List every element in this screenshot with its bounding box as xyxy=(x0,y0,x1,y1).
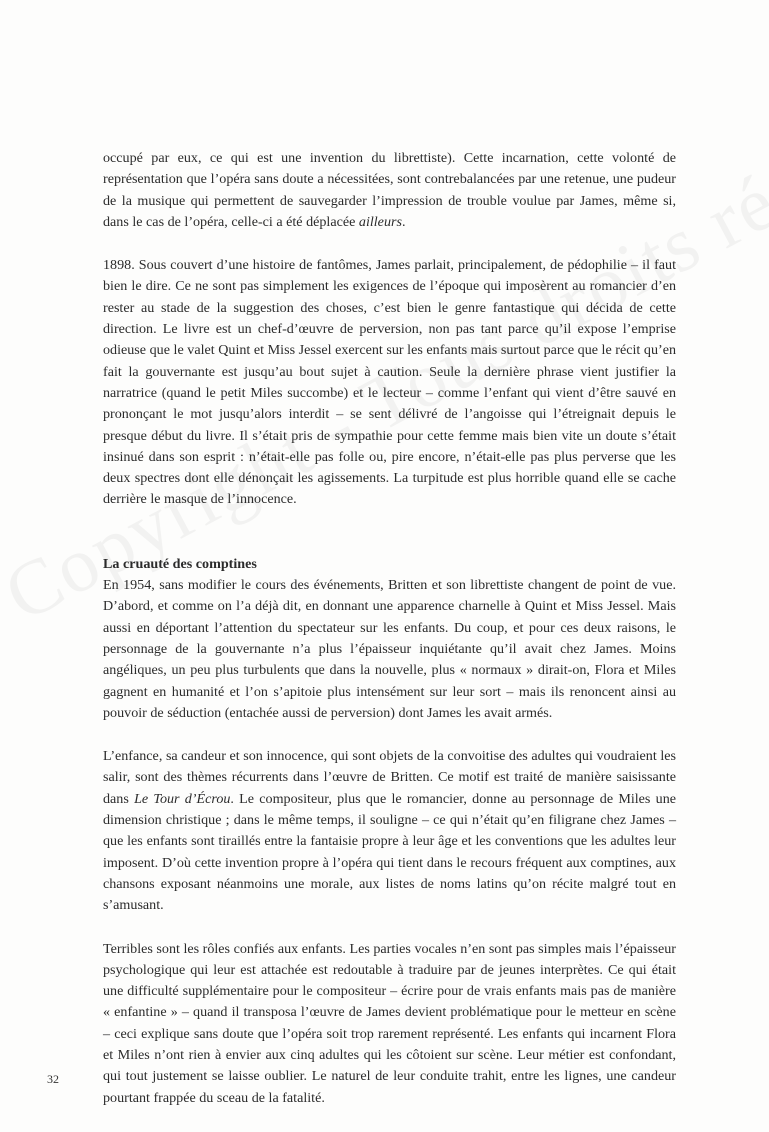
emphasis-title: Le Tour d’Écrou xyxy=(134,790,231,807)
paragraph-2: 1898. Sous couvert d’une histoire de fantômes, James parlait, principalement, de pédophilie – il faut bien le dire. Ce ne sont pas simplement les exigences de l’époque qui imposèrent au romancier d’en rester au stade de la suggestion des choses, c’est bien le genre fantastique qui décida de cette direction. Le livre est un chef-d’œuvre de perversion, non pas tant parce qu’il expose l’emprise odieuse que le valet Quint et Miss Jessel exercent sur les enfants mais surtout parce que le récit qu’en fait la gouvernante est jusqu’au bout sujet à caution. Seule la dernière phrase vient justifier la narratrice (quand le petit Miles succombe) et le lecteur – comme l’enfant qui vient d’être sauvé en prononçant le mot jusqu’alors interdit – se sent délivré de l’angoisse qui l’étreignait depuis le presque début du livre. Il s’était pris de sympathie pour cette femme mais bien vite un doute s’était insinué dans son esprit : n’était-elle pas folle ou, pire encore, n’était-elle pas plus perverse que les deux spectres dont elle dénonçait les agissements. La turpitude est plus horrible quand elle se cache derrière le masque de l’innocence. xyxy=(103,257,676,508)
page-number: 32 xyxy=(47,1072,59,1086)
paragraph-1: occupé par eux, ce qui est une invention du librettiste). Cette incarnation, cette volonté de représentation que l’opéra sans doute a nécessitées, sont contrebalancées par une retenue, une pudeur de la musique qui permettent de sauvegarder l’impression de trouble voulue par James, même si, dans le cas de l’opéra, celle-ci a été déplacée ailleurs. xyxy=(103,150,676,230)
paragraph-4: L’enfance, sa candeur et son innocence, qui sont objets de la convoitise des adultes qui voudraient les salir, sont des thèmes récurrents dans l’œuvre de Britten. Ce motif est traité de manière saisissante dans Le Tour d’Écrou. Le compositeur, plus que le romancier, donne au personnage de Miles une dimension christique ; dans le même temps, il souligne – ce qui n’était qu’en filigrane chez James – que les enfants sont tiraillés entre la fantaisie propre à leur âge et les conventions que les adultes leur imposent. D’où cette invention propre à l’opéra qui tient dans le recours fréquent aux comptines, aux chansons exposant néanmoins une morale, aux listes de noms latins qu’on récite malgré tout en s’amusant. xyxy=(103,748,676,914)
section-heading: La cruauté des comptines xyxy=(103,555,257,572)
paragraph-5: Terribles sont les rôles confiés aux enfants. Les parties vocales n’en sont pas simples mais l’épaisseur psychologique qui leur est attachée est redoutable à traduire par de jeunes interprètes. Ce qui était une difficulté supplémentaire pour le compositeur – écrire pour de vrais enfants mais pas de manière « enfantine » – quand il transposa l’œuvre de James devient problématique pour le metteur en scène – ceci explique sans doute que l’opéra soit trop rarement représenté. Les enfants qui incarnent Flora et Miles n’ont rien à envier aux cinq adultes qui les côtoient sur scène. Leur métier est confondant, qui tout justement se laisse oublier. Le naturel de leur conduite trahit, entre les lignes, une candeur pourtant frappée du sceau de la fatalité. xyxy=(103,940,676,1106)
body-text xyxy=(103,148,676,1109)
emphasis-ailleurs: ailleurs xyxy=(358,213,402,230)
paragraph-3: En 1954, sans modifier le cours des événements, Britten et son librettiste changent de point de vue. D’abord, et comme on l’a déjà dit, en donnant une apparence charnelle à Quint et Miss Jessel. Mais aussi en déportant l’attention du spectateur sur les enfants. Du coup, et pour ces deux raisons, le personnage de la gouvernante n’a plus l’épaisseur inquiétante qu’il avait chez James. Moins angéliques, un peu plus turbulents que dans la nouvelle, plus « normaux » dirait-on, Flora et Miles gagnent en humanité et l’on s’apitoie plus intensément sur leur sort – mais ils renoncent ainsi au pouvoir de séduction (entachée aussi de perversion) dont James les avait armés. xyxy=(103,577,676,721)
